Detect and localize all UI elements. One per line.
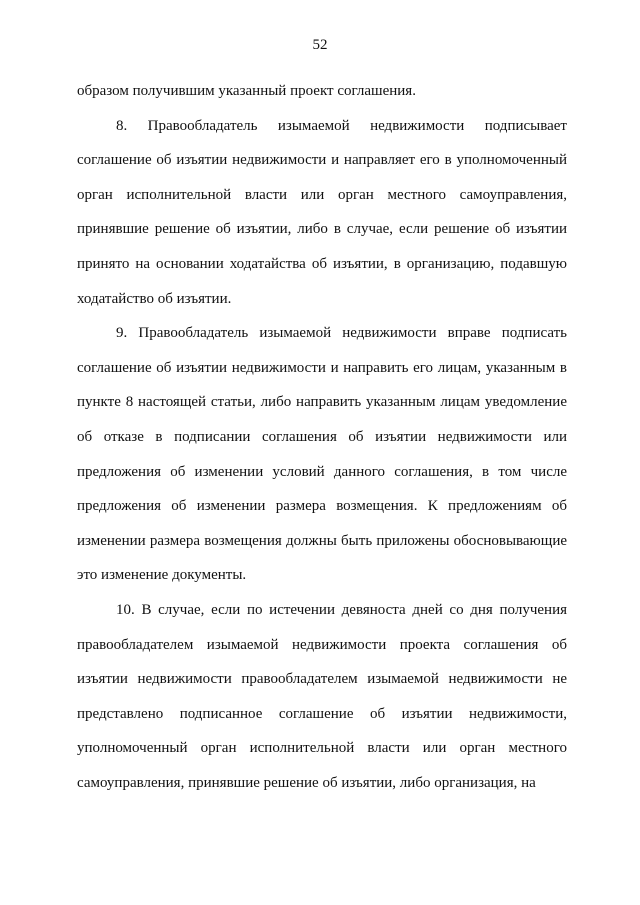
paragraph-continuation: образом получившим указанный проект соглашения.: [77, 83, 416, 99]
page-number: 52: [312, 37, 328, 53]
paragraph-item-9: 9. Правообладатель изымаемой недвижимости вправе подписать соглашение об изъятии недвижимости и направить его лицам, указанным в пункте 8 настоящей статьи, либо направить указанным лицам уведомление об отказе в подписании соглашения об изъятии недвижимости или предложения об изменении условий данного соглашения, в том числе предложения об изменении размера возмещения. К предложениям об изменении размера возмещения должны быть приложены обосновывающие это изменение документы.: [77, 325, 567, 584]
paragraph-item-10: 10. В случае, если по истечении девяноста дней со дня получения правообладателем изымаемой недвижимости проекта соглашения об изъятии недвижимости правообладателем изымаемой недвижимости не представлено подписанное соглашение об изъятии недвижимости, уполномоченный орган исполнительной власти или орган местного самоуправления, принявшие решение об изъятии, либо организация, на: [77, 601, 567, 791]
document-body: [77, 74, 567, 800]
paragraph-item-8: 8. Правообладатель изымаемой недвижимости подписывает соглашение об изъятии недвижимости и направляет его в уполномоченный орган исполнительной власти или орган местного самоуправления, принявшие решение об изъятии, либо в случае, если решение об изъятии принято на основании ходатайства об изъятии, в организацию, подавшую ходатайство об изъятии.: [77, 117, 567, 307]
